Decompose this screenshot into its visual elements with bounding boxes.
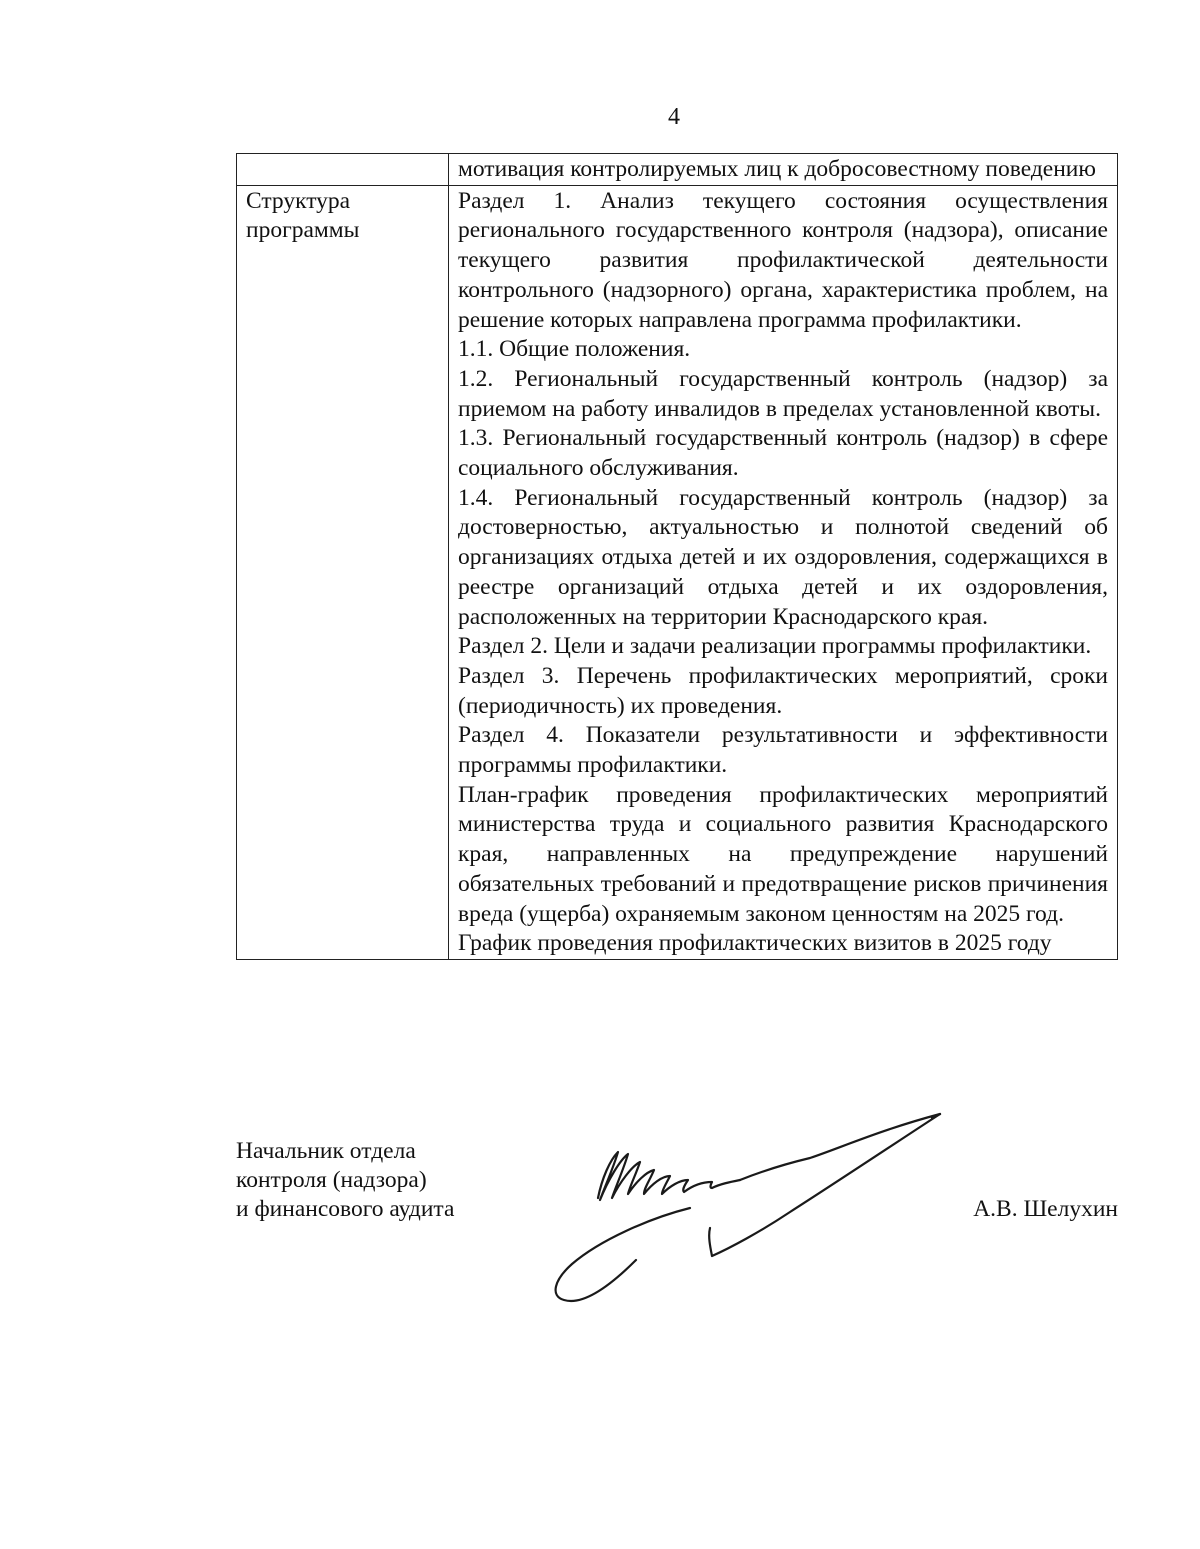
signer-position — [236, 1137, 454, 1224]
signer-name: А.В. Шелухин — [973, 1196, 1118, 1222]
content-paragraph: Раздел 3. Перечень профилактических мероприятий, сроки (периодичность) их проведения. — [458, 662, 1108, 719]
content-paragraph: 1.4. Региональный государственный контроль (надзор) за достоверностью, актуальностью и полнотой сведений об организациях отдыха детей и их оздоровления, содержащихся в реестре организаций отдыха детей и их оздоровления, расположенных на территории Краснодарского края. — [458, 484, 1108, 630]
table-row — [237, 154, 1118, 186]
content-paragraph: План-график проведения профилактических мероприятий министерства труда и социального развития Краснодарского края, направленных на предупреждение нарушений обязательных требований и предотвращение рисков причинения вреда (ущерба) охраняемым законом ценностям на 2025 год. — [458, 781, 1108, 927]
row-label-cell: Структура программы — [237, 185, 449, 959]
row-content-cell — [449, 154, 1118, 186]
signer-position-line: контроля (надзора) — [236, 1167, 427, 1193]
content-paragraph: График проведения профилактических визитов в 2025 году — [458, 930, 1052, 957]
content-paragraph: 1.2. Региональный государственный контроль (надзор) за приемом на работу инвалидов в пределах установленной квоты. — [458, 365, 1108, 422]
row-label-cell — [237, 154, 449, 186]
signer-position-line: Начальник отдела — [236, 1138, 416, 1164]
handwritten-signature — [540, 1100, 960, 1310]
table-row — [237, 185, 1118, 959]
content-paragraph: Раздел 2. Цели и задачи реализации программы профилактики. — [458, 633, 1092, 660]
content-paragraph: 1.3. Региональный государственный контроль (надзор) в сфере социального обслуживания. — [458, 425, 1108, 482]
content-paragraph: Раздел 1. Анализ текущего состояния осуществления регионального государственного контроля (надзора), описание текущего развития профилактической деятельности контрольного (надзорного) органа, характеристика проблем, на решение которых направлена программа профилактики. — [458, 187, 1108, 333]
content-paragraph: 1.1. Общие положения. — [458, 336, 691, 363]
program-structure-table — [236, 153, 1118, 960]
page-number: 4 — [668, 104, 680, 130]
row-content-cell — [449, 185, 1118, 959]
signer-position-line: и финансового аудита — [236, 1196, 455, 1222]
content-paragraph: мотивация контролируемых лиц к добросовестному поведению — [458, 156, 1096, 182]
content-paragraph: Раздел 4. Показатели результативности и эффективности программы профилактики. — [458, 722, 1108, 779]
